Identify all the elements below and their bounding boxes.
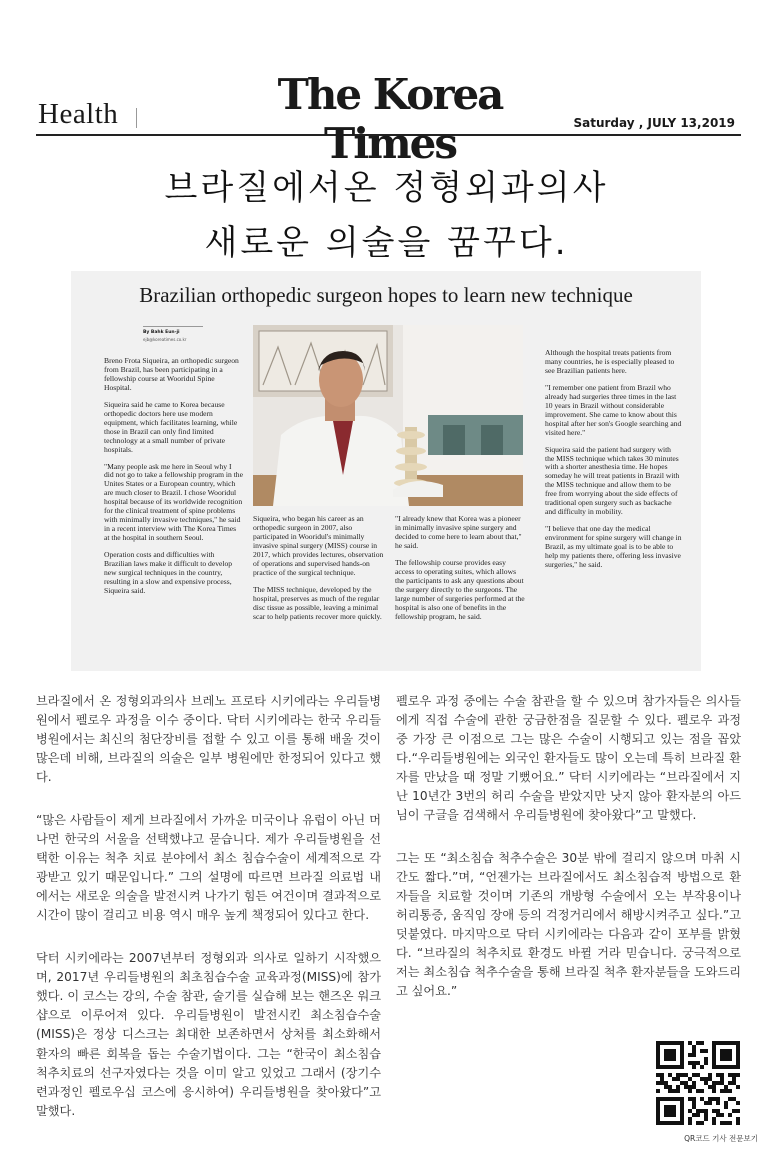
english-paragraph: "I believe that one day the medical environment for spine surgery will change in Brazil, as my ultimate goal is to be able to help my patients there, offering less invasive surgeries," he said. bbox=[545, 524, 682, 570]
english-paragraph: The MISS technique, developed by the hospital, preserves as much of the regular disc tissue as possible, leaving a minimal scar to help patients recover more quickly. bbox=[253, 584, 382, 621]
english-paragraph: Although the hospital treats patients from many countries, he is especially pleased to see Brazilian patients here. bbox=[545, 348, 675, 375]
qr-code-icon[interactable] bbox=[656, 1041, 740, 1125]
korean-column-1 bbox=[36, 692, 381, 1145]
english-paragraph: Siqueira, who began his career as an orthopedic surgeon in 2007, also participated in Wooridul's minimally invasive spinal surgery (MISS) course in 2017, which provides lectures, observation of operations and supervised hands-on practice of the surgical technique. bbox=[253, 514, 384, 577]
korean-paragraph: 닥터 시키에라는 2007년부터 정형외과 의사로 일하기 시작했으며, 2017년 우리들병원의 최초침습수술 교육과정(MISS)에 참가했다. 이 코스는 강의, 수술 참관, 술기를 실습해 보는 핸즈온 워크샵으로 이루어져 있다. 우리들병원이 발전시킨 최소침습수술(MISS)은 정상 디스크는 최대한 보존하면서 상처를 최소화해서 환자의 빠른 회복을 돕는 수술기법이다. 그는 “한국이 최소침습 척추치료의 선구자였다는 것을 이미 알고 있었고 그래서 (장기수련과정인 펠로우십 코스에 응시하여) 우리들병원을 찾아왔다”고 말했다. bbox=[36, 951, 381, 1118]
english-article-panel bbox=[71, 271, 701, 671]
english-article-title: Brazilian orthopedic surgeon hopes to learn new technique bbox=[139, 283, 633, 307]
english-column-4 bbox=[545, 349, 682, 578]
headline-line-2: 새로운 의술을 꿈꾸다. bbox=[204, 223, 569, 263]
korean-column-2 bbox=[396, 692, 741, 1025]
korean-paragraph: 펠로우 과정 중에는 수술 참관을 할 수 있으며 참가자들은 의사들에게 직접 수술에 관한 궁금한점을 질문할 수 있다. 펠로우 과정 중 가장 큰 이점으로 그는 많은 수술이 시행되고 있는 점을 꼽았다.“우리들병원에는 외국인 환자들도 많이 오는데 특히 브라질 환자를 만났을 때 정말 기뻤어요.” 닥터 시키에라는 “브라질에서 지난 10년간 3번의 허리 수술을 받았지만 낫지 않아 환자분의 아드님이 구글을 검색해서 우리들병원에 찾아왔다”고 말했다. bbox=[396, 694, 741, 823]
headline-line-1: 브라질에서온 정형외과의사 bbox=[164, 168, 609, 208]
english-paragraph: Siqueira said he came to Korea because orthopedic doctors here use modern equipment, which facilitates learning, while those in Brazil can only find limited technology at a small number of private hospitals. bbox=[104, 399, 238, 454]
english-column-2 bbox=[253, 515, 385, 629]
masthead bbox=[36, 64, 741, 168]
english-paragraph: Breno Frota Siqueira, an orthopedic surgeon from Brazil, has been participating in a fellowship course at Wooridul Spine Hospital. bbox=[104, 356, 239, 392]
section-divider bbox=[136, 108, 137, 128]
issue-date: Saturday , JULY 13,2019 bbox=[573, 116, 735, 130]
korean-paragraph: “많은 사람들이 제게 브라질에서 가까운 미국이나 유럽이 아닌 머나먼 한국의 서울을 선택했냐고 묻습니다. 제가 우리들병원을 선택한 이유는 척추 치료 분야에서 최소 침습수술이 세계적으로 각광받고 있기 때문입니다.” 그의 설명에 따르면 브라질 의료법 내에서는 새로운 의술을 발전시켜 나가기 힘든 여건이며 결과적으로 시간이 많이 걸리고 비용 역시 매우 높게 책정되어 있다고 한다. bbox=[36, 813, 381, 923]
english-column-3 bbox=[395, 515, 525, 629]
byline: By Bahk Eun-ji bbox=[143, 330, 180, 335]
surgeon-portrait-image bbox=[253, 325, 523, 506]
english-paragraph: The fellowship course provides easy access to operating suites, which allows the participants to ask any questions about the surgery directly to the surgeons. The large number of surgeries performed at the hospital is also one of benefits in the fellowship program, he said. bbox=[395, 557, 525, 621]
korean-paragraph: 그는 또 “최소침습 척추수술은 30분 밖에 걸리지 않으며 마취 시간도 짧다.”며, “언젠가는 브라질에서도 최소침습적 방법으로 환자들을 치료할 것이며 기존의 개방형 수술에서 오는 부작용이나 허리통증, 움직임 장애 등의 걱정거리에서 해방시켜주고 싶다.”고 덧붙였다. 마지막으로 닥터 시키에라는 다음과 같이 포부를 밝혔다. “브라질의 척추치료 환경도 바뀔 거라 믿습니다. 궁극적으로 저는 최소침습 척추수술을 통해 브라질 척추 환자분들을 도와드리고 싶어요.” bbox=[396, 851, 741, 999]
english-paragraph: "I already knew that Korea was a pioneer in minimally invasive spine surgery and decided to come here to learn about that," he said. bbox=[395, 514, 522, 550]
section-label: Health bbox=[38, 98, 119, 130]
article-photo bbox=[253, 325, 523, 506]
byline-rule bbox=[143, 326, 203, 327]
english-paragraph: Operation costs and difficulties with Brazilian laws make it difficult to develop new surgical techniques in the country, resulting in a slow and expensive process, Siqueira said. bbox=[104, 550, 233, 595]
english-paragraph: "Many people ask me here in Seoul why I did not go to take a fellowship program in the Unites States or a European country, which are much closer to Brazil. I chose Wooridul hospital because of its worldwide recognition for the clinical treatment of spine problems with minimally invasive techniques," he said in a recent interview with The Korea Times at the hospital in southern Seoul. bbox=[104, 461, 243, 543]
korean-paragraph: 브라질에서 온 정형외과의사 브레노 프로타 시키에라는 우리들병원에서 펠로우 과정을 이수 중이다. 닥터 시키에라는 한국 우리들병원에서는 최신의 첨단장비를 접할 수 있고 이를 통해 배울 것이 많은데 비해, 브라질의 의술은 일부 병원에만 한정되어 있다고 했다. bbox=[36, 694, 381, 785]
english-column-1 bbox=[104, 357, 243, 604]
qr-caption: QR코드 기사 전문보기 bbox=[684, 1134, 758, 1143]
newspaper-logo: The Korea Times bbox=[277, 70, 503, 168]
english-paragraph: Siqueira said the patient had surgery with the MISS technique which takes 30 minutes with a shorter anesthesia time. He hopes someday he will treat patients in Brazil with the MISS technique and allow them to be free from worrying about the side effects of traditional open surgery such as backache and difficulty in mobility. bbox=[545, 444, 680, 517]
english-paragraph: "I remember one patient from Brazil who already had surgeries three times in the last 10 years in Brazil without considerable improvement. She came to know about this hospital after her son's Google searching and visited here." bbox=[545, 382, 682, 437]
byline-email: ejb@koreatimes.co.kr bbox=[143, 337, 187, 342]
